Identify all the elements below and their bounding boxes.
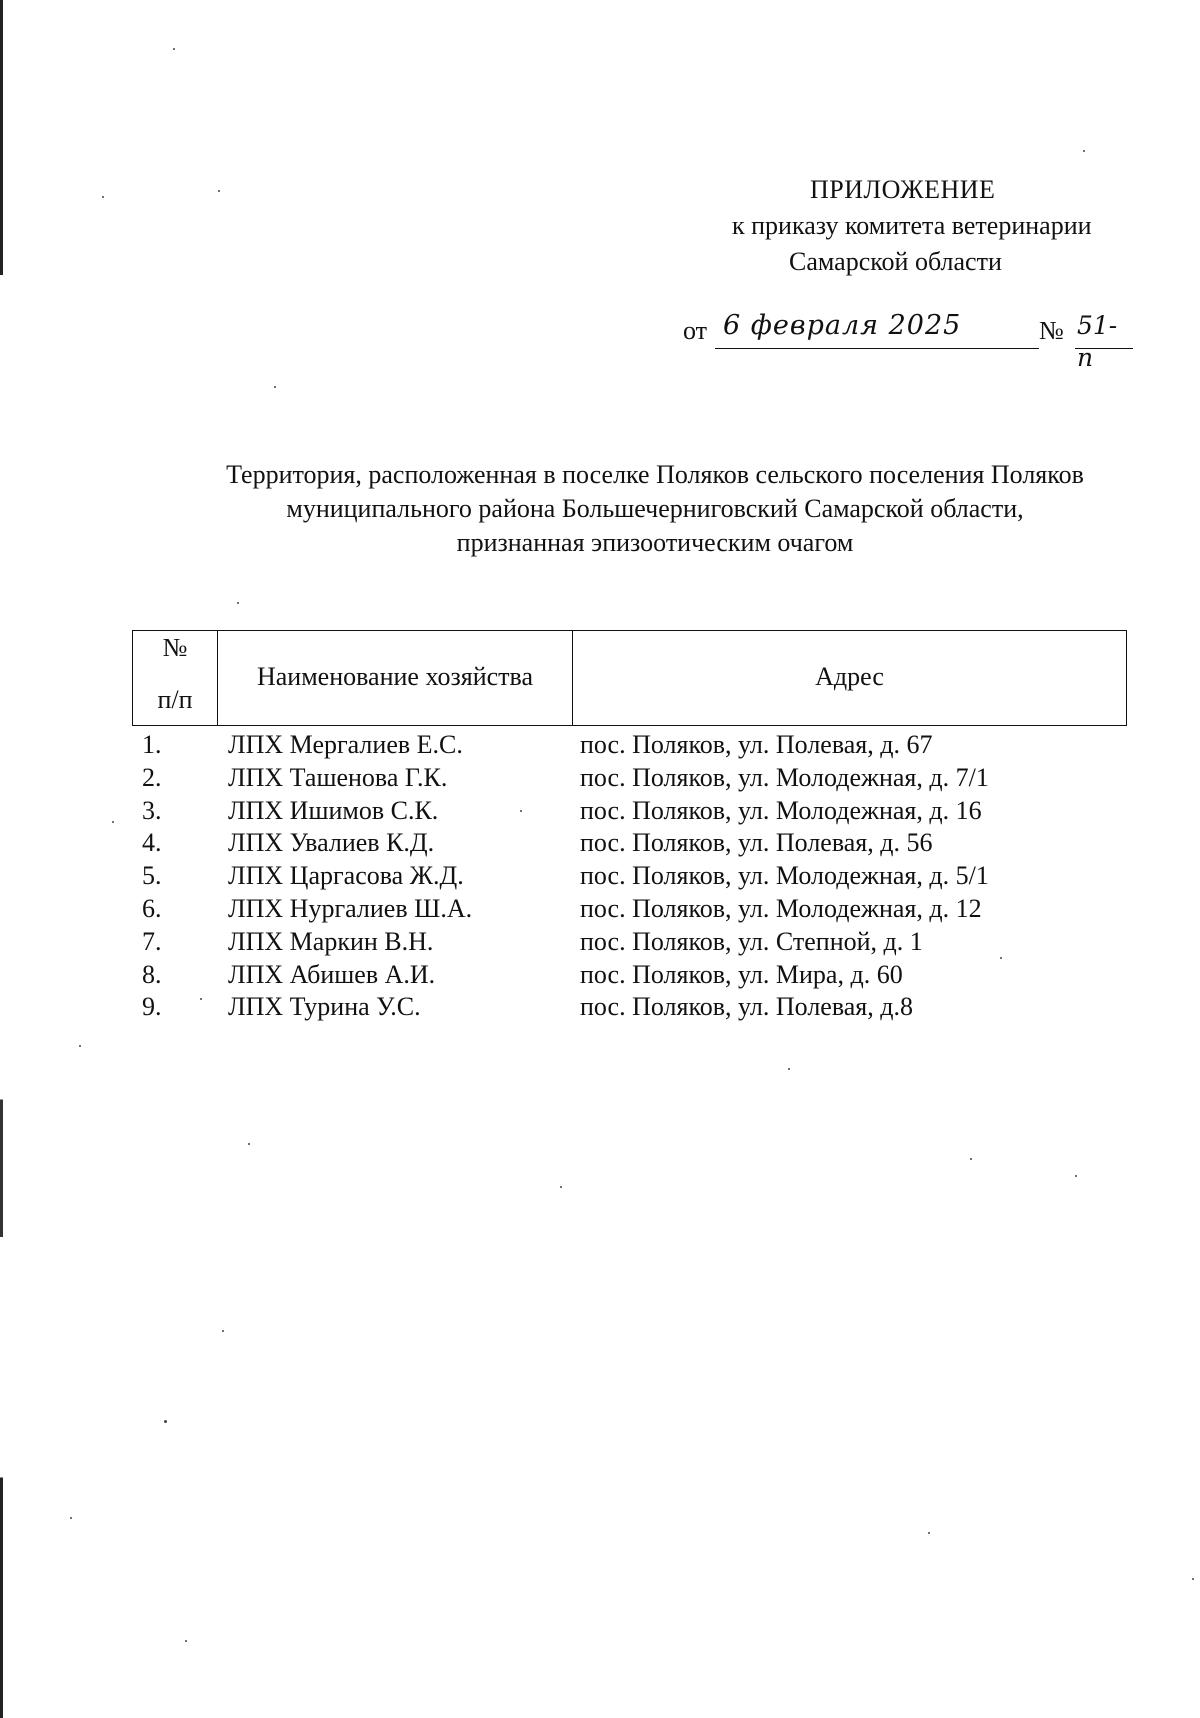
row-number: 4. <box>142 828 162 858</box>
column-header-number-sign: № <box>162 633 188 662</box>
column-header-number-abbr: п/п <box>157 685 193 714</box>
scan-edge <box>0 0 3 1718</box>
table-row <box>132 796 1127 829</box>
appendix-region: Самарской области <box>789 247 1002 276</box>
row-number: 8. <box>142 959 162 989</box>
scan-speck <box>185 1640 187 1642</box>
row-number: 2. <box>142 762 162 792</box>
document-title <box>100 458 1200 560</box>
farm-address: пос. Поляков, ул. Молодежная, д. 7/1 <box>580 762 989 792</box>
farm-address: пос. Поляков, ул. Мира, д. 60 <box>580 959 903 989</box>
farm-address: пос. Поляков, ул. Молодежная, д. 5/1 <box>580 861 989 891</box>
table-header <box>132 630 1127 726</box>
column-header-address: Адрес <box>815 662 884 691</box>
scan-speck <box>560 1186 562 1188</box>
scan-speck <box>222 1330 224 1332</box>
scan-speck <box>218 190 220 192</box>
scan-speck <box>164 1420 167 1423</box>
order-number-label: № <box>1039 316 1064 345</box>
table-row <box>132 828 1127 861</box>
farm-address: пос. Поляков, ул. Молодежная, д. 16 <box>580 795 982 825</box>
farm-address: пос. Поляков, ул. Молодежная, д. 12 <box>580 893 982 923</box>
farm-address: пос. Поляков, ул. Полевая, д.8 <box>580 992 913 1022</box>
column-header-name: Наименование хозяйства <box>218 631 573 725</box>
scan-speck <box>102 196 104 198</box>
scan-speck <box>173 48 175 50</box>
order-from-label: от <box>683 316 708 345</box>
scan-speck <box>1192 1578 1194 1580</box>
row-number: 1. <box>142 730 162 759</box>
scan-speck <box>112 821 114 823</box>
order-number-handwritten: 51-п <box>1075 310 1133 349</box>
order-reference <box>683 310 1143 372</box>
appendix-reference: к приказу комитета ветеринарии <box>732 211 1092 240</box>
farm-name: ЛПХ Маркин В.Н. <box>228 926 434 956</box>
farm-name: ЛПХ Мергалиев Е.С. <box>228 730 463 759</box>
column-header-number <box>133 631 218 725</box>
table-row <box>132 861 1127 894</box>
scan-speck <box>79 1045 81 1047</box>
row-number: 3. <box>142 795 162 825</box>
farm-name: ЛПХ Турина У.С. <box>228 992 421 1022</box>
row-number: 6. <box>142 893 162 923</box>
scan-speck <box>928 1532 930 1534</box>
row-number: 5. <box>142 861 162 891</box>
table-row <box>132 730 1127 763</box>
scan-speck <box>274 386 276 388</box>
scan-speck <box>70 1517 72 1519</box>
row-number: 9. <box>142 992 162 1022</box>
farm-address: пос. Поляков, ул. Полевая, д. 56 <box>580 828 933 858</box>
row-number: 7. <box>142 926 162 956</box>
appendix-title: ПРИЛОЖЕНИЕ <box>810 175 996 204</box>
table-row <box>132 894 1127 927</box>
table-row <box>132 992 1127 1025</box>
farm-address: пос. Поляков, ул. Полевая, д. 67 <box>580 730 933 759</box>
farm-name: ЛПХ Нургалиев Ш.А. <box>228 893 473 923</box>
farm-name: ЛПХ Увалиев К.Д. <box>228 828 435 858</box>
scan-speck <box>237 602 239 604</box>
document-title-line: Территория, расположенная в поселке Поляков сельского поселения Поляков <box>226 460 1084 489</box>
document-title-line: признанная эпизоотическим очагом <box>456 528 854 557</box>
farm-name: ЛПХ Ишимов С.К. <box>228 795 439 825</box>
scan-speck <box>1083 150 1085 152</box>
table-row <box>132 763 1127 796</box>
document-title-line: муниципального района Большечерниговский Самарской области, <box>286 494 1024 523</box>
farm-name: ЛПХ Абишев А.И. <box>228 959 436 989</box>
table-body <box>132 730 1127 1025</box>
farm-name: ЛПХ Ташенова Г.К. <box>228 762 448 792</box>
scan-speck <box>248 1143 250 1145</box>
farm-name: ЛПХ Царгасова Ж.Д. <box>228 861 464 891</box>
scan-speck <box>1075 1175 1077 1177</box>
scan-speck <box>788 1068 790 1070</box>
table-row <box>132 927 1127 960</box>
scan-speck <box>970 1158 972 1160</box>
table-row <box>132 960 1127 993</box>
farm-address: пос. Поляков, ул. Степной, д. 1 <box>580 926 923 956</box>
order-date-handwritten: 6 февраля 2025 <box>715 310 1039 349</box>
